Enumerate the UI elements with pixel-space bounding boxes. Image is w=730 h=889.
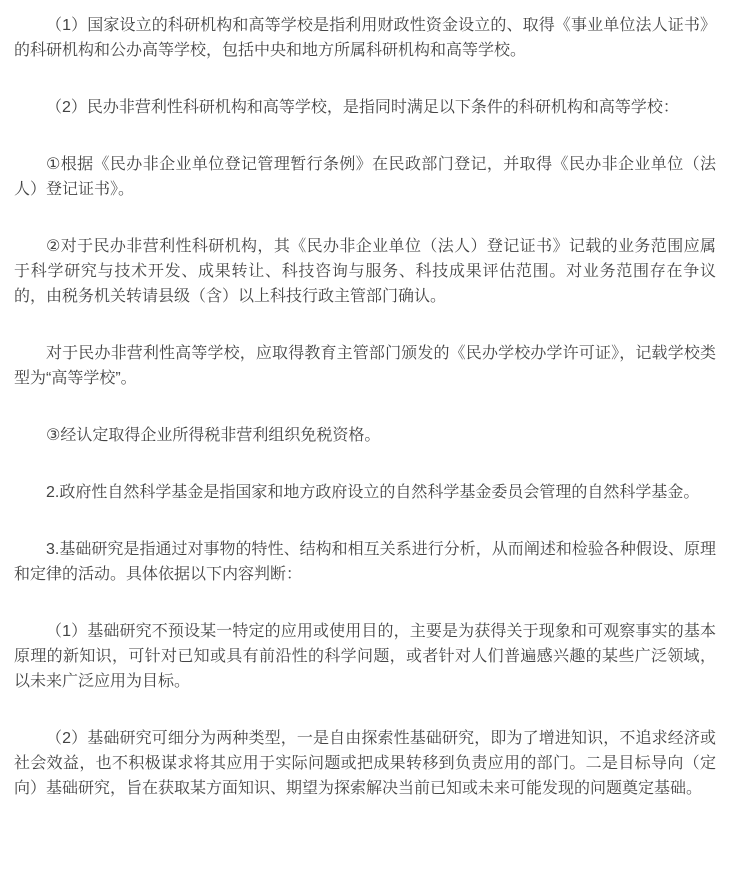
paragraph-condition-3-tax-exemption: ③经认定取得企业所得税非营利组织免税资格。 — [46, 427, 381, 444]
paragraph-basic-research-criterion-2: （2）基础研究可细分为两种类型，一是自由探索性基础研究，即为了增进知识，不追求经济或社会效益，也不积极谋求将其应用于实际问题或把成果转移到负责应用的部门。二是目标导向（定向）基础研究，旨在获取某方面知识、期望为探索解决当前已知或未来可能发现的问题奠定基础。 — [14, 730, 716, 797]
paragraph-private-higher-school-license: 对于民办非营利性高等学校，应取得教育主管部门颁发的《民办学校办学许可证》，记载学校类型为“高等学校”。 — [14, 345, 716, 387]
paragraph-basic-research-criterion-1: （1）基础研究不预设某一特定的应用或使用目的，主要是为获得关于现象和可观察事实的基本原理的新知识，可针对已知或具有前沿性的科学问题，或者针对人们普遍感兴趣的某些广泛领域，以未来广泛应用为目标。 — [14, 623, 716, 690]
paragraph-private-nonprofit-intro: （2）民办非营利性科研机构和高等学校，是指同时满足以下条件的科研机构和高等学校： — [46, 99, 679, 116]
paragraph-basic-research-definition: 3.基础研究是指通过对事物的特性、结构和相互关系进行分析，从而阐述和检验各种假设、原理和定律的活动。具体依据以下内容判断： — [14, 541, 716, 583]
paragraph-condition-1-registration: ①根据《民办非企业单位登记管理暂行条例》在民政部门登记，并取得《民办非企业单位（法人）登记证书》。 — [14, 156, 716, 198]
paragraph-condition-2-business-scope: ②对于民办非营利性科研机构，其《民办非企业单位（法人）登记证书》记载的业务范围应属于科学研究与技术开发、成果转让、科技咨询与服务、科技成果评估范围。对业务范围存在争议的，由税务机关转请县级（含）以上科技行政主管部门确认。 — [14, 238, 716, 305]
paragraph-state-institutions: （1）国家设立的科研机构和高等学校是指利用财政性资金设立的、取得《事业单位法人证书》的科研机构和公办高等学校，包括中央和地方所属科研机构和高等学校。 — [14, 17, 716, 59]
paragraph-government-science-fund: 2.政府性自然科学基金是指国家和地方政府设立的自然科学基金委员会管理的自然科学基金。 — [46, 484, 700, 501]
